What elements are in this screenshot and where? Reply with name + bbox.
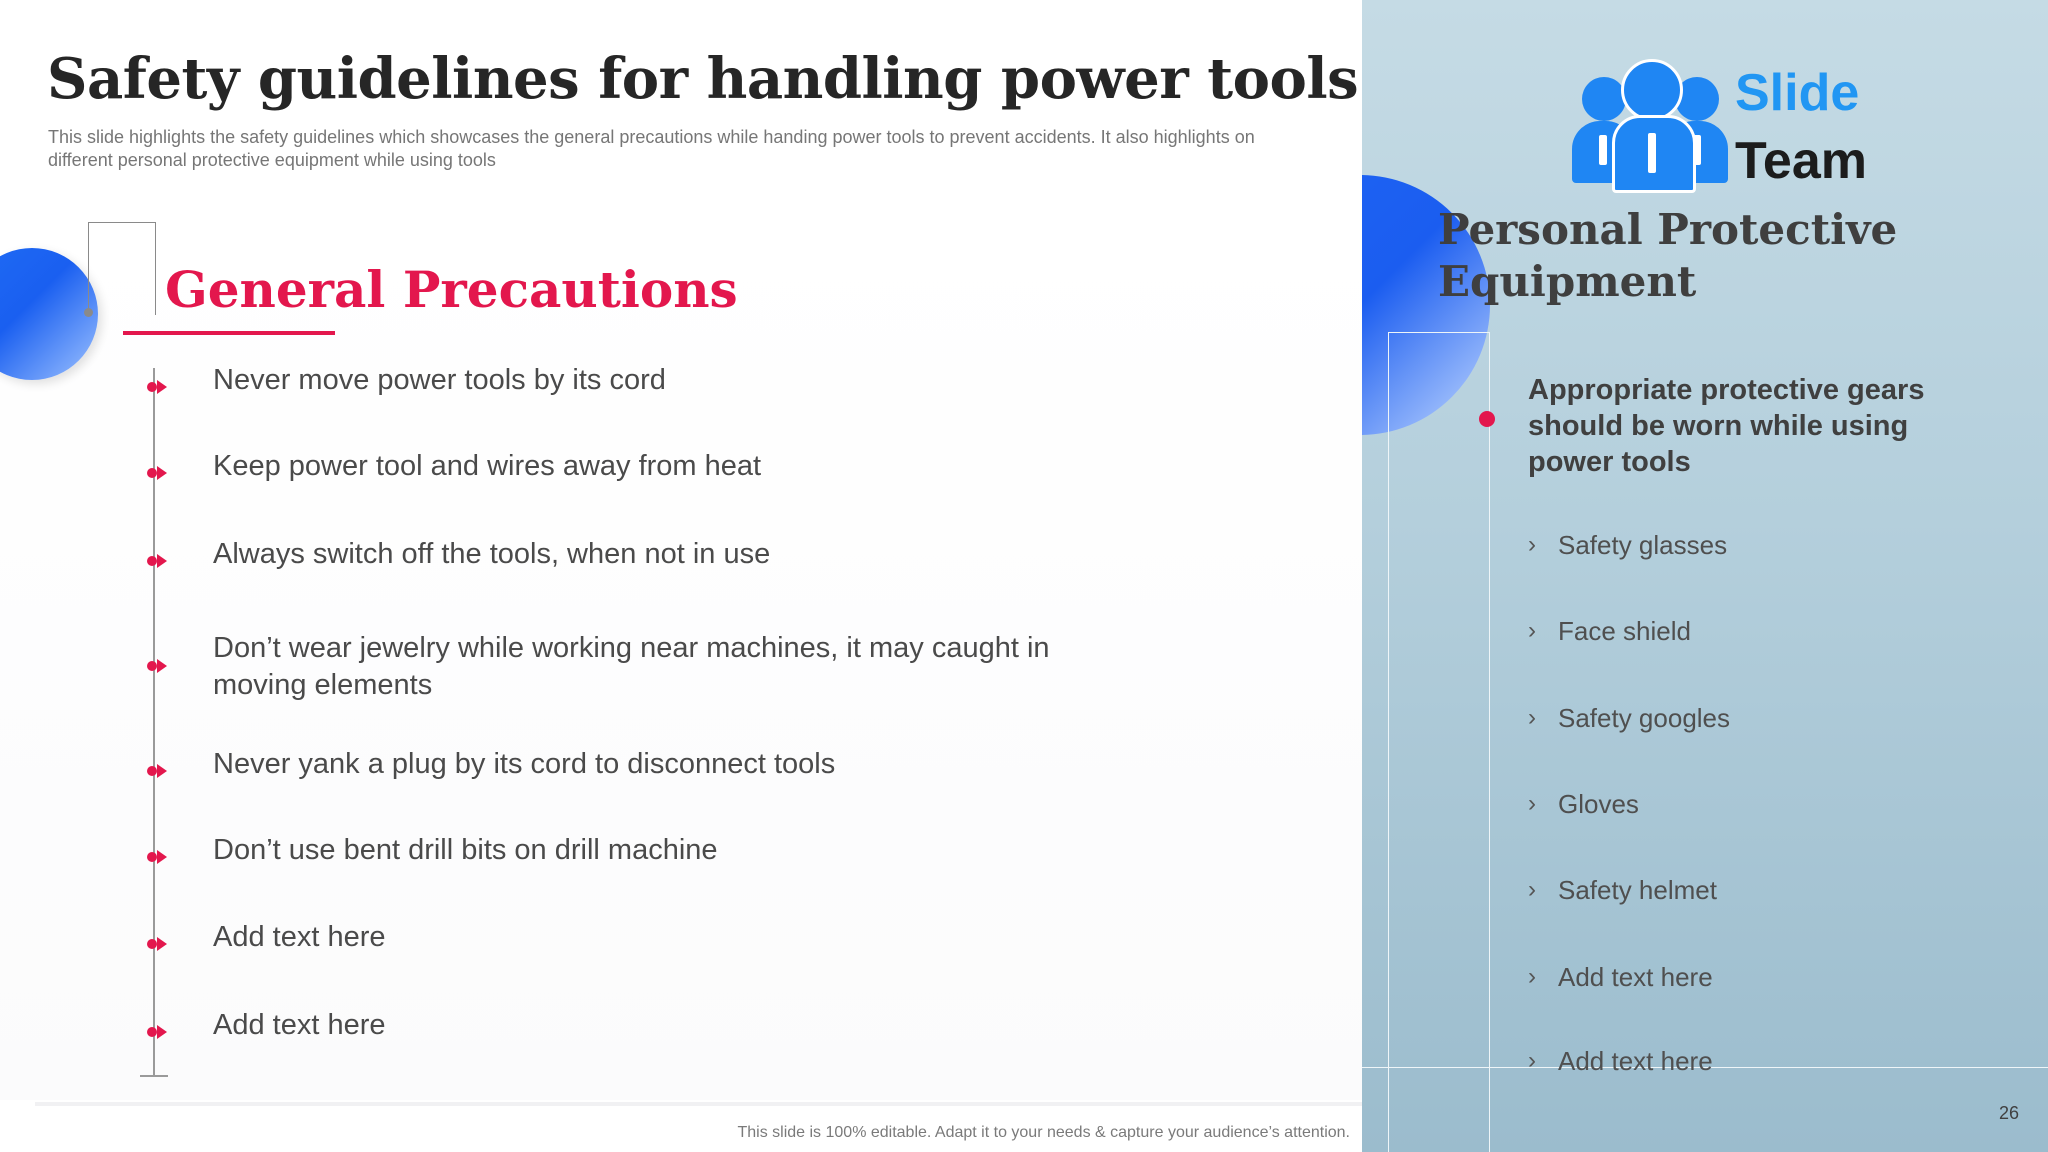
bullet-arrow-icon xyxy=(147,465,175,481)
ppe-bullet-dot xyxy=(1479,411,1495,427)
page-number: 26 xyxy=(1999,1103,2020,1123)
ppe-item-label: Face shield xyxy=(1558,616,1691,646)
ppe-panel xyxy=(1362,0,2048,1152)
precaution-text: Always switch off the tools, when not in use xyxy=(213,538,771,570)
precaution-text: Don’t use bent drill bits on drill machine xyxy=(213,834,718,866)
ppe-item-label: Safety helmet xyxy=(1558,875,1717,905)
ppe-list-item xyxy=(1528,872,1968,908)
footer-note: This slide is 100% editable. Adapt it to your needs & capture your audience’s attention. xyxy=(737,1124,1350,1141)
precaution-item xyxy=(0,632,1150,708)
slideteam-logo xyxy=(1572,55,1882,195)
ppe-list-item xyxy=(1528,959,1968,995)
page-subtitle: This slide highlights the safety guidelines which showcases the general precautions while handing power tools to prevent accidents. It also highlights on different personal protective equipment while using tools xyxy=(48,127,1255,170)
page-title: Safety guidelines for handling power tools xyxy=(47,46,1359,112)
general-precautions-heading: General Precautions xyxy=(165,260,738,319)
chevron-right-icon: › xyxy=(1528,963,1536,990)
ppe-list-item xyxy=(1528,1043,1968,1079)
chevron-right-icon: › xyxy=(1528,790,1536,817)
bullet-arrow-icon xyxy=(147,553,175,569)
logo-text-team: Team xyxy=(1735,132,1867,190)
chevron-right-icon: › xyxy=(1528,704,1536,731)
bullet-arrow-icon xyxy=(147,936,175,952)
chevron-right-icon: › xyxy=(1528,876,1536,903)
ppe-list-item xyxy=(1528,527,1968,563)
ppe-item-label: Add text here xyxy=(1558,1046,1713,1076)
precaution-text: Keep power tool and wires away from heat xyxy=(213,450,762,482)
decorative-frame xyxy=(1388,332,1490,1152)
ppe-list-item xyxy=(1528,613,1968,649)
bullet-arrow-icon xyxy=(147,849,175,865)
chevron-right-icon: › xyxy=(1528,1047,1536,1074)
precaution-item xyxy=(0,538,1150,603)
logo-text-slide: Slide xyxy=(1735,64,1860,122)
bullet-arrow-icon xyxy=(147,763,175,779)
precaution-text: Add text here xyxy=(213,921,386,953)
footer-divider xyxy=(35,1102,1362,1106)
bullet-arrow-icon xyxy=(147,658,175,674)
ppe-item-label: Gloves xyxy=(1558,789,1639,819)
precaution-item xyxy=(0,1009,1150,1074)
precaution-text: Never yank a plug by its cord to disconnect tools xyxy=(213,748,836,780)
ppe-list-item xyxy=(1528,786,1968,822)
precaution-text: Add text here xyxy=(213,1009,386,1041)
precaution-item xyxy=(0,921,1150,986)
ppe-item-label: Safety glasses xyxy=(1558,530,1728,560)
precaution-item xyxy=(0,748,1150,813)
connector-dot xyxy=(84,308,93,317)
precaution-item xyxy=(0,364,1150,429)
decorative-connector xyxy=(88,222,156,315)
chevron-right-icon: › xyxy=(1528,531,1536,558)
precaution-item xyxy=(0,450,1150,515)
timeline-end-cap xyxy=(140,1075,168,1077)
ppe-item-label: Safety googles xyxy=(1558,703,1731,733)
ppe-lead-text: Appropriate protective gears should be worn while using power tools xyxy=(1528,374,1925,478)
precaution-item xyxy=(0,834,1150,899)
chevron-right-icon: › xyxy=(1528,617,1536,644)
heading-underline xyxy=(123,331,335,335)
ppe-list-item xyxy=(1528,700,1968,736)
ppe-item-label: Add text here xyxy=(1558,962,1713,992)
bullet-arrow-icon xyxy=(147,1024,175,1040)
ppe-heading: Personal Protective Equipment xyxy=(1438,205,1898,306)
bullet-arrow-icon xyxy=(147,379,175,395)
precaution-text: Never move power tools by its cord xyxy=(213,364,666,396)
precaution-text: Don’t wear jewelry while working near machines, it may caught in moving elements xyxy=(213,632,1050,701)
